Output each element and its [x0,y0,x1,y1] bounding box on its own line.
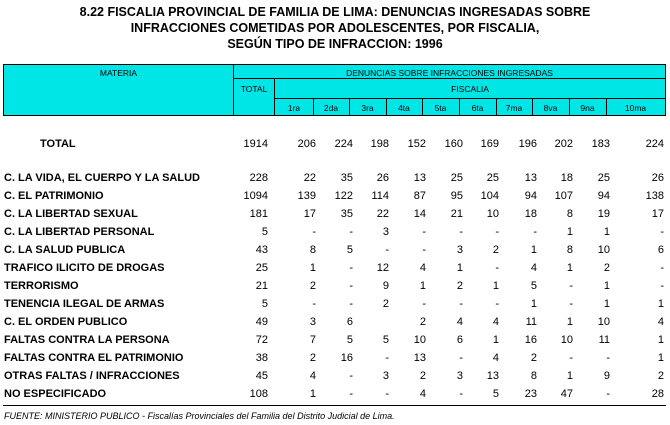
table-cell: 2 [603,262,610,274]
table-cell: - [660,226,664,238]
title-line-3: SEGÚN TIPO DE INFRACCION: 1996 [227,37,443,51]
table-cell: 8 [566,208,573,220]
table-cell: 16 [340,352,353,364]
table-cell: 2 [419,370,426,382]
table-cell: 1 [603,226,610,238]
table-cell: 28 [651,388,664,400]
row-label: C. LA VIDA, EL CUERPO Y LA SALUD [4,172,200,184]
table-cell: 5 [261,226,268,238]
page-title [0,4,670,52]
table-cell: 1 [657,352,664,364]
total-cell: 196 [518,138,537,150]
row-label: FALTAS CONTRA LA PERSONA [4,334,170,346]
table-cell: 10 [597,316,610,328]
table-cell: 45 [255,370,268,382]
table-cell: 8 [309,244,316,256]
table-cell: 4 [657,316,664,328]
table-cell: 1 [657,334,664,346]
table-cell: 4 [456,316,463,328]
table-cell: - [495,226,499,238]
table-row [0,242,670,260]
header-fiscalia-3: 3ra [361,103,374,113]
table-cell: 13 [524,172,537,184]
table-cell: 1 [566,226,573,238]
table-cell: 1 [530,298,537,310]
table-row [0,386,670,404]
row-label: C. EL PATRIMONIO [4,190,104,202]
table-cell: 12 [376,262,389,274]
row-label: C. LA LIBERTAD PERSONAL [4,226,155,238]
table-cell: 7 [309,334,316,346]
table-cell: 1 [657,298,664,310]
table-cell: - [660,280,664,292]
table-cell: - [569,298,573,310]
row-label: TERRORISMO [4,280,79,292]
table-cell: 47 [560,388,573,400]
header-fiscalia-10: 10ma [624,103,647,113]
table-cell: - [312,298,316,310]
table-cell: 11 [525,316,537,328]
table-cell: 4 [309,370,316,382]
table-cell: 72 [255,334,268,346]
table-cell: 13 [486,370,499,382]
table-cell: 2 [492,244,499,256]
total-cell: 169 [480,138,499,150]
table-cell: 94 [597,190,610,202]
table-cell: 21 [255,280,268,292]
table-cell: - [385,388,389,400]
table-cell: 8 [566,244,573,256]
header-total: TOTAL [240,84,268,94]
table-cell: 1 [603,298,610,310]
table-cell: 4 [419,262,426,274]
table-cell: 2 [309,280,316,292]
table-cell: - [660,262,664,274]
table-cell: 2 [309,352,316,364]
table-row [0,224,670,242]
table-cell: 1 [566,370,573,382]
total-cell: 224 [645,138,664,150]
row-label: C. LA SALUD PUBLICA [4,244,126,256]
table-cell: - [312,226,316,238]
table-cell: - [459,226,463,238]
table-cell: - [349,298,353,310]
table-cell: 10 [597,244,610,256]
table-cell: 108 [249,388,268,400]
table-cell: 1 [492,280,499,292]
table-cell: 1 [566,316,573,328]
table-cell: 10 [486,208,499,220]
table-cell: 5 [382,334,389,346]
table-cell: 25 [486,172,499,184]
table-cell: 5 [530,280,537,292]
table-cell: 1 [309,262,316,274]
table-cell: 17 [651,208,664,220]
table-cell: 2 [419,316,426,328]
header-fiscalia-8: 8va [543,103,558,113]
table-cell: 25 [597,172,610,184]
row-label: OTRAS FALTAS / INFRACCIONES [4,370,180,382]
table-cell: 3 [309,316,316,328]
source-note: FUENTE: MINISTERIO PUBLICO - Fiscalías Provinciales del Familia del Distrito Judicial de Lima. [4,411,395,421]
table-cell: 1 [566,262,573,274]
table-cell: - [533,226,537,238]
table-cell: 2 [530,352,537,364]
total-cell: 183 [591,138,610,150]
header-fiscalia: FISCALIA [451,84,489,94]
table-row [0,206,670,224]
row-label: C. EL ORDEN PUBLICO [4,316,128,328]
table-cell: - [422,226,426,238]
table-row [0,368,670,386]
table-cell: 49 [255,316,268,328]
table-cell: - [606,352,610,364]
table-cell: - [495,298,499,310]
table-cell: 3 [456,370,463,382]
table-cell: - [459,298,463,310]
table-cell: 181 [249,208,268,220]
table-cell: - [422,244,426,256]
table-cell: 4 [530,262,537,274]
table-cell: 35 [340,208,353,220]
table-row [0,296,670,314]
table-cell: 6 [346,316,353,328]
table-cell: - [349,226,353,238]
table-cell: - [459,388,463,400]
header-fiscalia-1: 1ra [287,103,301,113]
header-group: DENUNCIAS SOBRE INFRACCIONES INGRESADAS [346,68,553,78]
table-cell: 3 [456,244,463,256]
total-cell: 206 [297,138,316,150]
header-fiscalia-2: 2da [323,103,339,113]
total-cell: 198 [370,138,389,150]
total-cell: 1914 [243,138,268,150]
table-cell: - [569,280,573,292]
header-fiscalia-7: 7ma [505,103,523,113]
table-row [0,260,670,278]
row-label: TENENCIA ILEGAL DE ARMAS [4,298,165,310]
header-fiscalia-4: 4ta [398,103,410,113]
table-cell: - [349,262,353,274]
table-cell: 94 [524,190,537,202]
table-cell: 8 [530,370,537,382]
table-cell: 228 [249,172,268,184]
table-cell: - [606,388,610,400]
table-cell: - [385,352,389,364]
row-label: C. LA LIBERTAD SEXUAL [4,208,138,220]
table-cell: 11 [598,334,610,346]
title-line-2: INFRACCIONES COMETIDAS POR ADOLESCENTES, POR FISCALIA, [130,21,540,35]
table-cell: 1 [603,280,610,292]
table-cell: 1 [492,334,499,346]
table-cell: 4 [419,388,426,400]
total-cell: 202 [554,138,573,150]
table-cell: 21 [450,208,463,220]
total-row [0,136,670,154]
table-cell: 139 [297,190,316,202]
table-cell: - [459,352,463,364]
total-cell: 160 [444,138,463,150]
table-cell: - [349,280,353,292]
table-cell: - [349,388,353,400]
table-cell: 25 [255,262,268,274]
table-cell: 26 [651,172,664,184]
table-cell: 2 [657,370,664,382]
table-header [3,64,666,116]
table-cell: 16 [524,334,537,346]
table-cell: 87 [413,190,426,202]
table-cell: 13 [413,172,426,184]
table-cell: 107 [554,190,573,202]
table-cell: 14 [413,208,426,220]
table-cell: 1 [309,388,316,400]
table-cell: 18 [524,208,537,220]
table-row [0,350,670,368]
table-row [0,170,670,188]
table-cell: 38 [255,352,268,364]
table-cell: 22 [376,208,389,220]
table-cell: 5 [346,244,353,256]
table-cell: 19 [597,208,610,220]
table-cell: - [495,262,499,274]
table-cell: 1 [419,280,426,292]
bottom-rule [3,405,666,406]
table-cell: 6 [657,244,664,256]
table-cell: 5 [346,334,353,346]
table-cell: 10 [560,334,573,346]
total-label: TOTAL [40,138,76,150]
table-cell: 4 [492,316,499,328]
table-cell: 95 [450,190,463,202]
row-label: TRAFICO ILICITO DE DROGAS [4,262,165,274]
table-row [0,314,670,332]
title-line-1: 8.22 FISCALIA PROVINCIAL DE FAMILIA DE LIMA: DENUNCIAS INGRESADAS SOBRE [79,5,591,19]
table-cell: 1094 [243,190,268,202]
table-cell: - [422,298,426,310]
table-cell: 22 [303,172,316,184]
table-cell: 35 [340,172,353,184]
table-cell: - [349,370,353,382]
table-cell: 13 [413,352,426,364]
table-cell: 1 [530,244,537,256]
table-cell: 5 [492,388,499,400]
table-cell: 3 [382,226,389,238]
table-cell: 10 [413,334,426,346]
table-cell: 18 [560,172,573,184]
total-cell: 224 [334,138,353,150]
table-cell: 43 [255,244,268,256]
table-cell: 5 [261,298,268,310]
table-cell: 1 [456,262,463,274]
row-label: NO ESPECIFICADO [4,388,107,400]
table-cell: 114 [371,190,389,202]
header-fiscalia-9: 9na [580,103,595,113]
table-cell: 23 [524,388,537,400]
table-cell: 2 [382,298,389,310]
table-cell: 9 [382,280,389,292]
total-cell: 152 [407,138,426,150]
table-row [0,278,670,296]
table-cell: 138 [645,190,664,202]
table-cell: 4 [492,352,499,364]
table-cell: 9 [603,370,610,382]
table-cell: 26 [376,172,389,184]
table-row [0,332,670,350]
header-fiscalia-5: 5ta [434,103,447,113]
table-cell: 104 [480,190,499,202]
table-cell: 6 [456,334,463,346]
table-row [0,188,670,206]
table-cell: - [385,244,389,256]
table-cell: 17 [303,208,316,220]
header-materia: MATERIA [99,68,138,78]
row-label: FALTAS CONTRA EL PATRIMONIO [4,352,184,364]
table-cell: 122 [334,190,353,202]
header-fiscalia-6: 6ta [471,103,484,113]
table-cell: 3 [382,370,389,382]
table-cell: 25 [450,172,463,184]
table-cell: - [569,352,573,364]
table-cell: 2 [456,280,463,292]
